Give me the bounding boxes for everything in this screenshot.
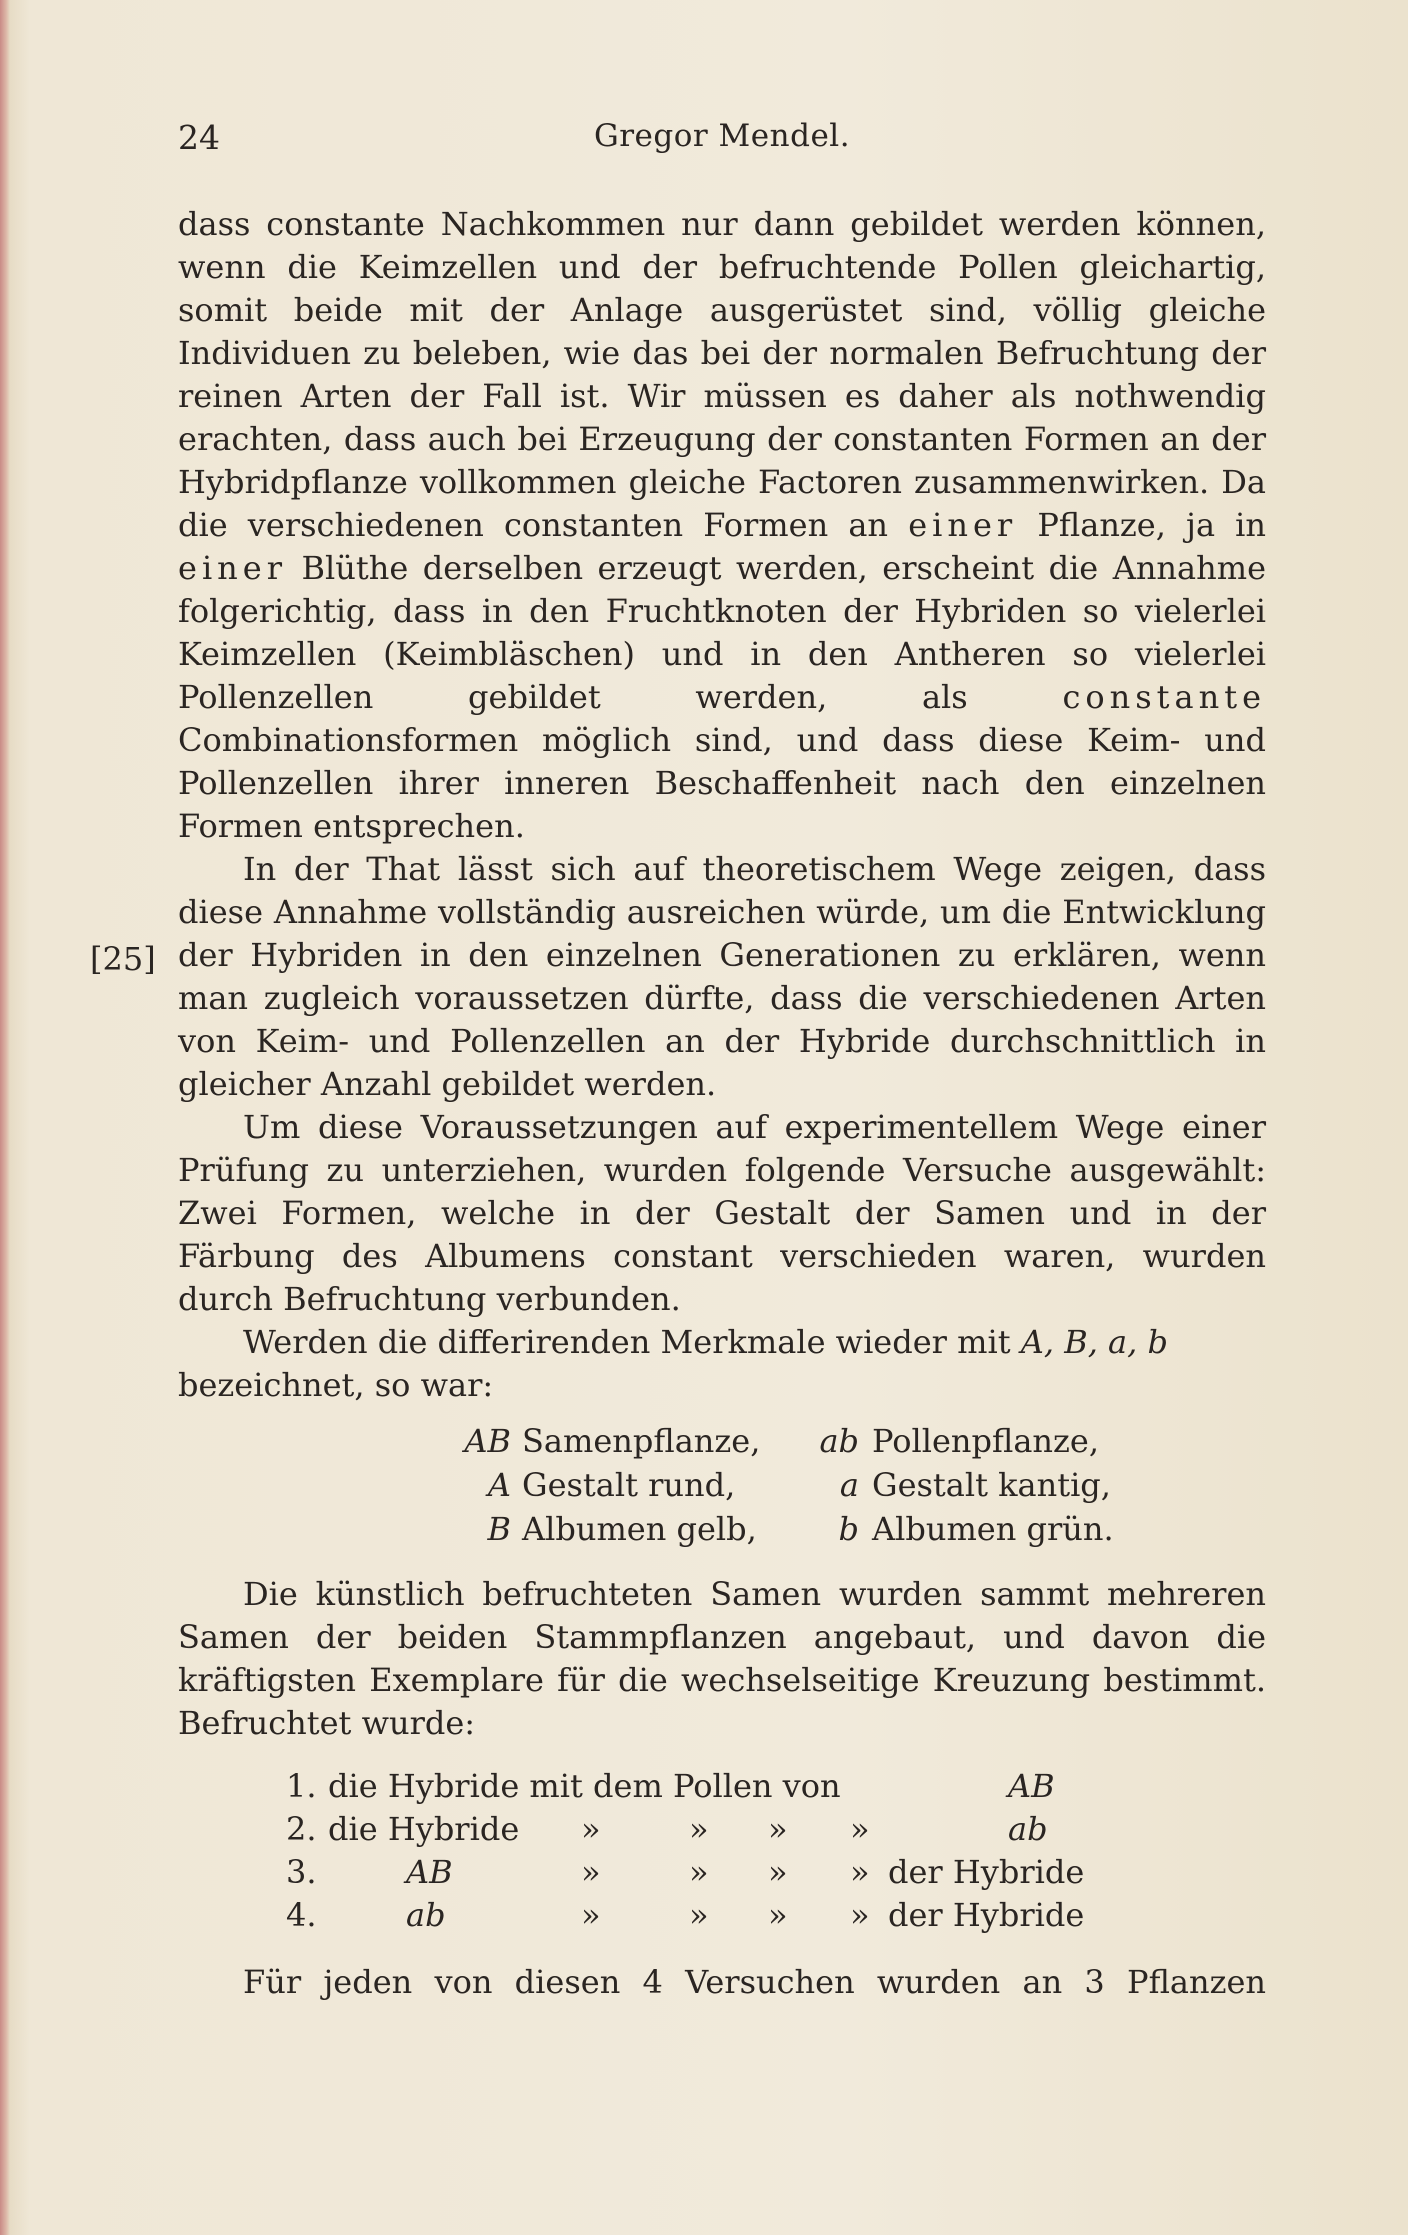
list-item: 3. AB » » » » der Hybride bbox=[286, 1853, 1085, 1891]
legend-row: B Albumen gelb, b Albumen grün. bbox=[487, 1510, 1114, 1548]
margin-page-reference: [25] bbox=[90, 940, 156, 978]
body-text bbox=[178, 203, 1266, 1407]
spaced-word: einer bbox=[178, 549, 288, 587]
paragraph-5: Die künstlich befruchteten Samen wurden sammt mehreren Samen der beiden Stammpflanzen angebaut, und davon die kräftigsten Exemplare für die wechselseitige Kreuzung bestimmt. Befruchtet wurde: bbox=[178, 1575, 1266, 1742]
paragraph-4: Werden die differirenden Merkmale wieder mit A, B, a, b bezeichnet, so war: bbox=[178, 1323, 1168, 1404]
paragraph-6: Für jeden von diesen 4 Versuchen wurden an 3 Pflanzen bbox=[243, 1963, 1266, 2001]
spaced-word: einer bbox=[908, 506, 1018, 544]
page-number: 24 bbox=[178, 118, 220, 157]
legend-row: A Gestalt rund, a Gestalt kantig, bbox=[487, 1466, 1111, 1504]
paragraph-1: dass constante Nachkommen nur dann gebildet werden können, wenn die Keimzellen und der befruchtende Pollen gleichartig, somit beide mit der Anlage ausgerüstet sind, völlig gleiche Individuen zu beleben, wie das bei der normalen Befruchtung der reinen Arten der Fall ist. Wir müssen es daher als nothwendig erachten, dass auch bei Erzeugung der constanten Formen an der Hybridpflanze vollkommen gleiche Factoren zusammenwirken. Da die verschiedenen constanten Formen an einer Pflanze, ja in einer Blüthe derselben erzeugt werden, erscheint die Annahme folgerichtig, dass in den Fruchtknoten der Hybriden so vielerlei Keimzellen (Keimbläschen) und in den Antheren so vielerlei Pollenzellen gebildet werden, als constante Combinationsformen möglich sind, und dass diese Keim- und Pollenzellen ihrer inneren Beschaffenheit nach den einzelnen Formen entsprechen. bbox=[178, 205, 1267, 845]
paragraph-2: In der That lässt sich auf theoretischem Wege zeigen, dass diese Annahme vollständig ausreichen würde, um die Entwicklung der Hybriden in den einzelnen Generationen zu erklären, wenn man zugleich voraussetzen dürfte, dass die verschiedenen Arten von Keim- und Pollenzellen an der Hybride durchschnittlich in gleicher Anzahl gebildet werden. bbox=[178, 850, 1266, 1103]
legend-row: AB Samenpflanze, ab Pollenpflanze, bbox=[464, 1422, 1099, 1460]
spaced-word: constante bbox=[1062, 678, 1267, 716]
body-text-3 bbox=[178, 1961, 1266, 2004]
page-edge bbox=[0, 0, 10, 2235]
body-text-2 bbox=[178, 1573, 1266, 1745]
list-item: 4. ab » » » » der Hybride bbox=[286, 1896, 1085, 1934]
list-item: 2. die Hybride » » » » ab bbox=[286, 1810, 1048, 1848]
running-head: Gregor Mendel. bbox=[593, 118, 851, 154]
list-item: 1. die Hybride mit dem Pollen von AB bbox=[286, 1767, 1055, 1805]
page-header bbox=[178, 118, 1266, 168]
trait-legend bbox=[178, 1419, 1266, 1551]
cross-list bbox=[178, 1765, 1266, 1937]
paragraph-3: Um diese Voraussetzungen auf experimentellem Wege einer Prüfung zu unterziehen, wurden folgende Versuche ausgewählt: Zwei Formen, welche in der Gestalt der Samen und in der Färbung des Albumens constant verschieden waren, wurden durch Befruchtung verbunden. bbox=[178, 1108, 1266, 1318]
